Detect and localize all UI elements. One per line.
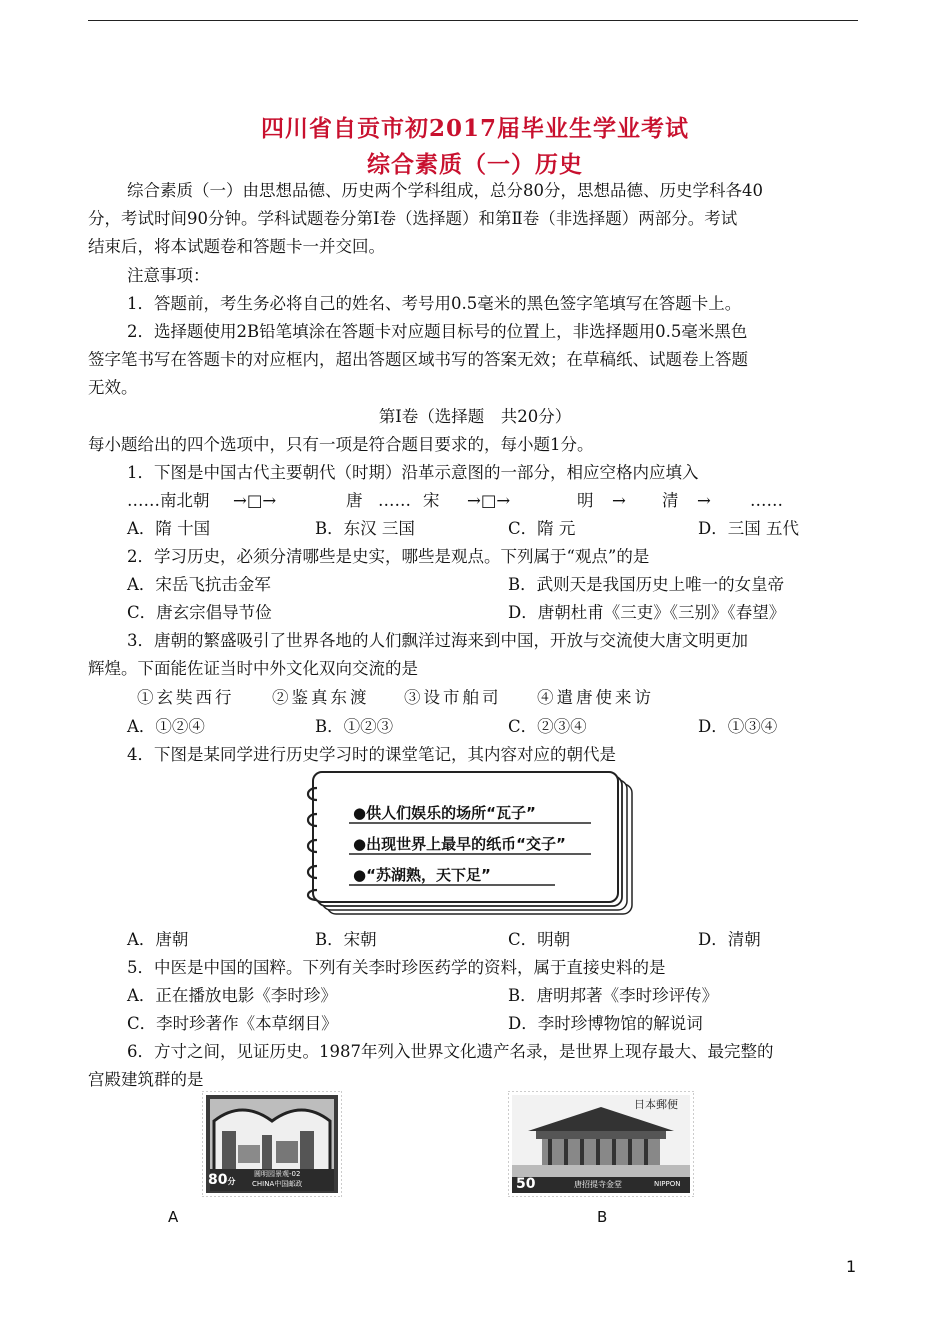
section-heading: 第Ⅰ卷（选择题 共20分） (378, 407, 572, 426)
option-b: B．东汉 三国 (315, 519, 415, 538)
stamp-a-country: CHINA中国邮政 (252, 1180, 303, 1188)
option-d: D．清朝 (698, 930, 761, 949)
notice-item: 2．选择题使用2B铅笔填涂在答题卡对应题目标号的位置上，非选择题用0.5毫米黑色 (127, 322, 748, 341)
question-stem: 5．中医是中国的国粹。下列有关李时珍医药学的资料，属于直接史料的是 (127, 958, 666, 977)
option-a: A．①②④ (127, 717, 205, 736)
intro-line: 分，考试时间90分钟。学科试题卷分第Ⅰ卷（选择题）和第Ⅱ卷（非选择题）两部分。考试 (88, 209, 738, 228)
option-c: C．唐玄宗倡导节俭 (127, 603, 272, 622)
stamp-label-b: B (597, 1208, 608, 1226)
seq-item: 宋 (423, 491, 440, 510)
seq-item: 明 (577, 491, 594, 510)
stamp-a-caption: 圆明园景观-02 (254, 1170, 301, 1178)
stamp-a-value (208, 1173, 235, 1187)
notice-title: 注意事项： (127, 266, 210, 285)
seq-arrow: → (697, 491, 711, 510)
exam-subtitle: 综合素质（一）历史 (367, 151, 583, 178)
option-d: D．李时珍博物馆的解说词 (508, 1014, 703, 1033)
exam-title: 四川省自贡市初2017届毕业生学业考试 (260, 115, 689, 142)
seq-arrow-box: →□→ (467, 491, 511, 510)
option-b: B．武则天是我国历史上唯一的女皇帝 (508, 575, 785, 594)
item: ①玄奘西行 (137, 688, 235, 707)
item: ④遣唐使来访 (537, 688, 654, 707)
notice-item: 1．答题前，考生务必将自己的姓名、考号用0.5毫米的黑色签字笔填写在答题卡上。 (127, 294, 742, 313)
option-d: D．三国 五代 (698, 519, 799, 538)
stamp-label-a: A (168, 1208, 179, 1226)
page-number: 1 (846, 1257, 857, 1276)
stamp-b-image (508, 1091, 694, 1197)
notice-item: 无效。 (88, 378, 138, 397)
seq-item: 清 (662, 491, 679, 510)
option-d: D．①③④ (698, 717, 778, 736)
option-b: B．宋朝 (315, 930, 377, 949)
stamp-b-value: 50 (516, 1176, 536, 1192)
item: ②鉴真东渡 (272, 688, 370, 707)
stamp-b-country-jp: 日本郵便 (634, 1098, 678, 1111)
note-line: ●出现世界上最早的纸币“交子” (353, 835, 566, 853)
option-c: C．李时珍著作《本草纲目》 (127, 1014, 338, 1033)
stamp-a-number: 80 (208, 1172, 228, 1188)
option-a: A．隋 十国 (127, 519, 211, 538)
seq-item: ……南北朝 (127, 491, 210, 510)
option-a: A．正在播放电影《李时珍》 (127, 986, 337, 1005)
note-line: ●供人们娱乐的场所“瓦子” (353, 804, 536, 822)
question-stem: 宫殿建筑群的是 (88, 1070, 204, 1089)
stamp-b-country: NIPPON (654, 1180, 681, 1188)
stamp-a-unit: 分 (227, 1177, 236, 1186)
stamp-b-caption: 唐招提寺金堂 (574, 1180, 622, 1189)
note-line: ●“苏湖熟，天下足” (353, 866, 491, 884)
seq-item: …… (750, 491, 783, 510)
intro-line: 综合素质（一）由思想品德、历史两个学科组成，总分80分，思想品德、历史学科各40 (127, 181, 763, 200)
option-d: D．唐朝杜甫《三吏》《三别》《春望》 (508, 603, 786, 622)
question-stem: 2．学习历史，必须分清哪些是史实，哪些是观点。下列属于“观点”的是 (127, 547, 650, 566)
question-stem: 3．唐朝的繁盛吸引了世界各地的人们飘洋过海来到中国，开放与交流使大唐文明更加 (127, 631, 748, 650)
header-rule (88, 20, 858, 21)
option-a: A．宋岳飞抗击金军 (127, 575, 271, 594)
question-stem: 4．下图是某同学进行历史学习时的课堂笔记，其内容对应的朝代是 (127, 745, 616, 764)
section-instruction: 每小题给出的四个选项中，只有一项是符合题目要求的，每小题1分。 (88, 435, 594, 454)
option-c: C．隋 元 (508, 519, 576, 538)
seq-item: …… (378, 491, 411, 510)
question-stem: 辉煌。下面能佐证当时中外文化双向交流的是 (88, 659, 418, 678)
notebook-figure (305, 770, 635, 918)
option-a: A．唐朝 (127, 930, 189, 949)
seq-item: 唐 (346, 491, 363, 510)
question-stem: 6．方寸之间，见证历史。1987年列入世界文化遗产名录，是世界上现存最大、最完整的 (127, 1042, 774, 1061)
item: ③设市舶司 (404, 688, 502, 707)
option-c: C．明朝 (508, 930, 571, 949)
seq-arrow-box: →□→ (233, 491, 277, 510)
option-c: C．②③④ (508, 717, 587, 736)
intro-line: 结束后，将本试题卷和答题卡一并交回。 (88, 237, 385, 256)
stamp-a-image (202, 1091, 342, 1197)
option-b: B．唐明邦著《李时珍评传》 (508, 986, 719, 1005)
question-stem: 1．下图是中国古代主要朝代（时期）沿革示意图的一部分，相应空格内应填入 (127, 463, 699, 482)
notice-item: 签字笔书写在答题卡的对应框内，超出答题区域书写的答案无效；在草稿纸、试题卷上答题 (88, 350, 748, 369)
seq-arrow: → (612, 491, 626, 510)
option-b: B．①②③ (315, 717, 394, 736)
